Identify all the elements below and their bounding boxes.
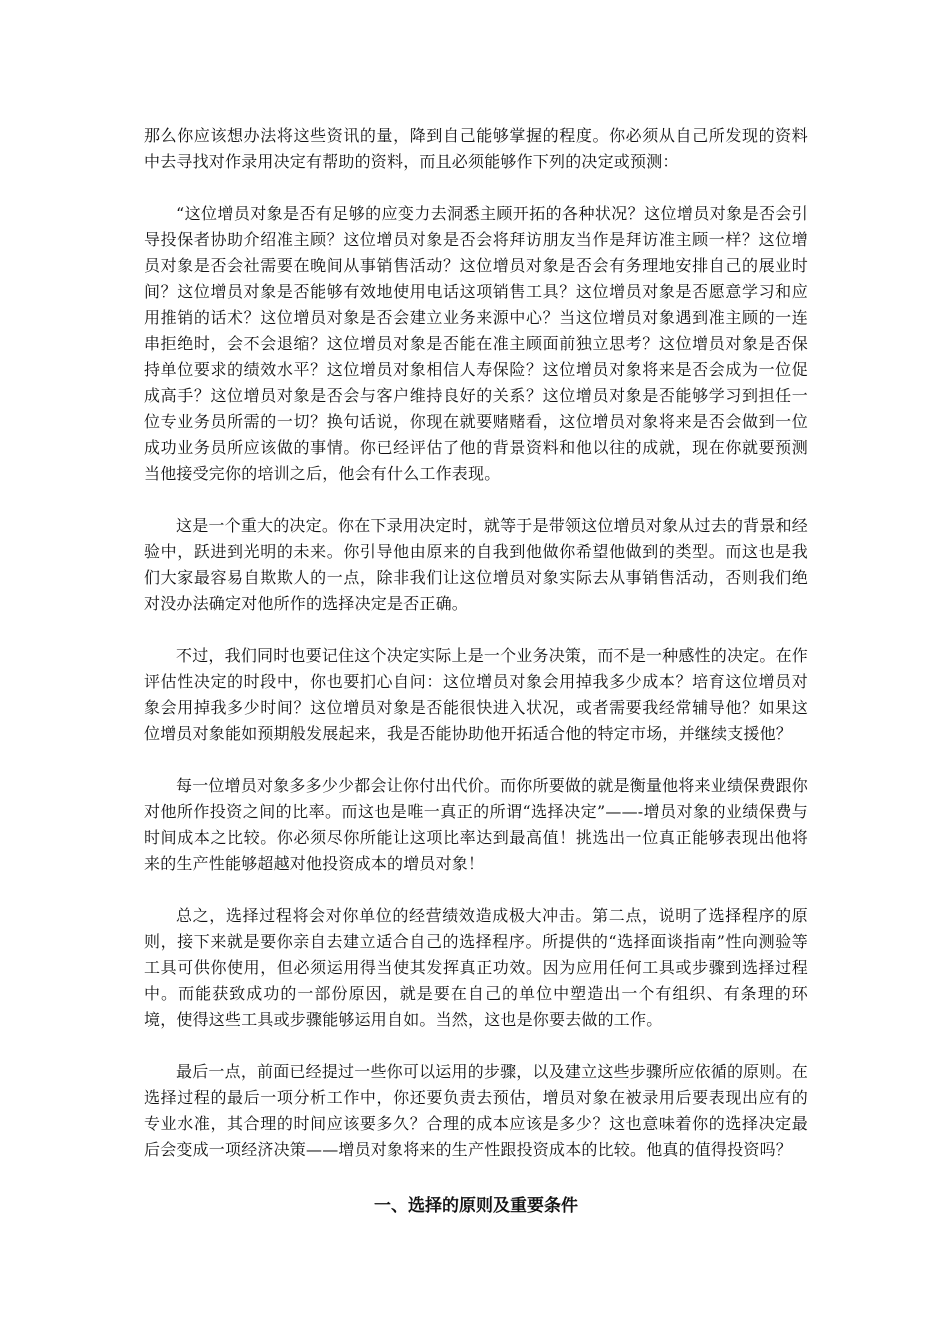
paragraph-business-decision: 不过，我们同时也要记住这个决定实际上是一个业务决策，而不是一种感性的决定。在作评估性决定的时段中，你也要扪心自问：这位增员对象会用掉我多少成本？培育这位增员对象会用掉我多少时间？这位增员对象是否能很快进入状况，或者需要我经常辅导他？如果这位增员对象能如预期般发展起来，我是否能协助他开拓适合他的特定市场，并继续支援他？ xyxy=(144,646,808,743)
paragraph-evaluation-questions: “这位增员对象是否有足够的应变力去洞悉主顾开拓的各种状况？这位增员对象是否会引导投保者协助介绍准主顾？这位增员对象是否会将拜访朋友当作是拜访准主顾一样？这位增员对象是否会社需要在晚间从事销售活动？这位增员对象是否会有务理地安排自己的展业时间？这位增员对象是否能够有效地使用电话这项销售工具？这位增员对象是否愿意学习和应用推销的话术？这位增员对象是否会建立业务来源中心？当这位增员对象遇到准主顾的一连串拒绝时，会不会退缩？这位增员对象是否能在准主顾面前独立思考？这位增员对象是否保持单位要求的绩效水平？这位增员对象相信人寿保险？这位增员对象将来是否会成为一位促成高手？这位增员对象是否会与客户维持良好的关系？这位增员对象是否能够学习到担任一位专业务员所需的一切？换句话说，你现在就要赌赌看，这位增员对象将来是否会做到一位成功业务员所应该做的事情。你已经评估了他的背景资料和他以往的成就，现在你就要预测当他接受完你的培训之后，他会有什么工作表现。 xyxy=(144,204,808,483)
document-page xyxy=(144,123,808,1219)
section-heading: 一、选择的原则及重要条件 xyxy=(374,1196,578,1216)
paragraph-cost-ratio: 每一位增员对象多多少少都会让你付出代价。而你所要做的就是衡量他将来业绩保费跟你对他所作投资之间的比率。而这也是唯一真正的所谓“选择决定”——-增员对象的业绩保费与时间成本之比较。你必须尽你所能让这项比率达到最高值！挑选出一位真正能够表现出他将来的生产性能够超越对他投资成本的增员对象！ xyxy=(144,776,808,873)
paragraph-final-point: 最后一点，前面已经提过一些你可以运用的步骤，以及建立这些步骤所应依循的原则。在选择过程的最后一项分析工作中，你还要负责去预估，增员对象在被录用后要表现出应有的专业水准，其合理的时间应该要多久？合理的成本应该是多少？这也意味着你的选择决定最后会变成一项经济决策——增员对象将来的生产性跟投资成本的比较。他真的值得投资吗？ xyxy=(144,1062,808,1159)
paragraph-selection-process: 总之，选择过程将会对你单位的经营绩效造成极大冲击。第二点，说明了选择程序的原则，接下来就是要你亲自去建立适合自己的选择程序。所提供的“选择面谈指南”性向测验等工具可供你使用，但必须运用得当使其发挥真正功效。因为应用任何工具或步骤到选择过程中。而能获致成功的一部份原因，就是要在自己的单位中塑造出一个有组织、有条理的环境，使得这些工具或步骤能够运用自如。当然，这也是你要去做的工作。 xyxy=(144,906,808,1029)
paragraph-intro: 那么你应该想办法将这些资讯的量，降到自己能够掌握的程度。你必须从自己所发现的资料中去寻找对作录用决定有帮助的资料，而且必须能够作下列的决定或预测： xyxy=(144,126,808,171)
paragraph-major-decision: 这是一个重大的决定。你在下录用决定时，就等于是带领这位增员对象从过去的背景和经验中，跃进到光明的未来。你引导他由原来的自我到他做你希望他做到的类型。而这也是我们大家最容易自欺欺人的一点，除非我们让这位增员对象实际去从事销售活动，否则我们绝对没办法确定对他所作的选择决定是否正确。 xyxy=(144,516,808,613)
